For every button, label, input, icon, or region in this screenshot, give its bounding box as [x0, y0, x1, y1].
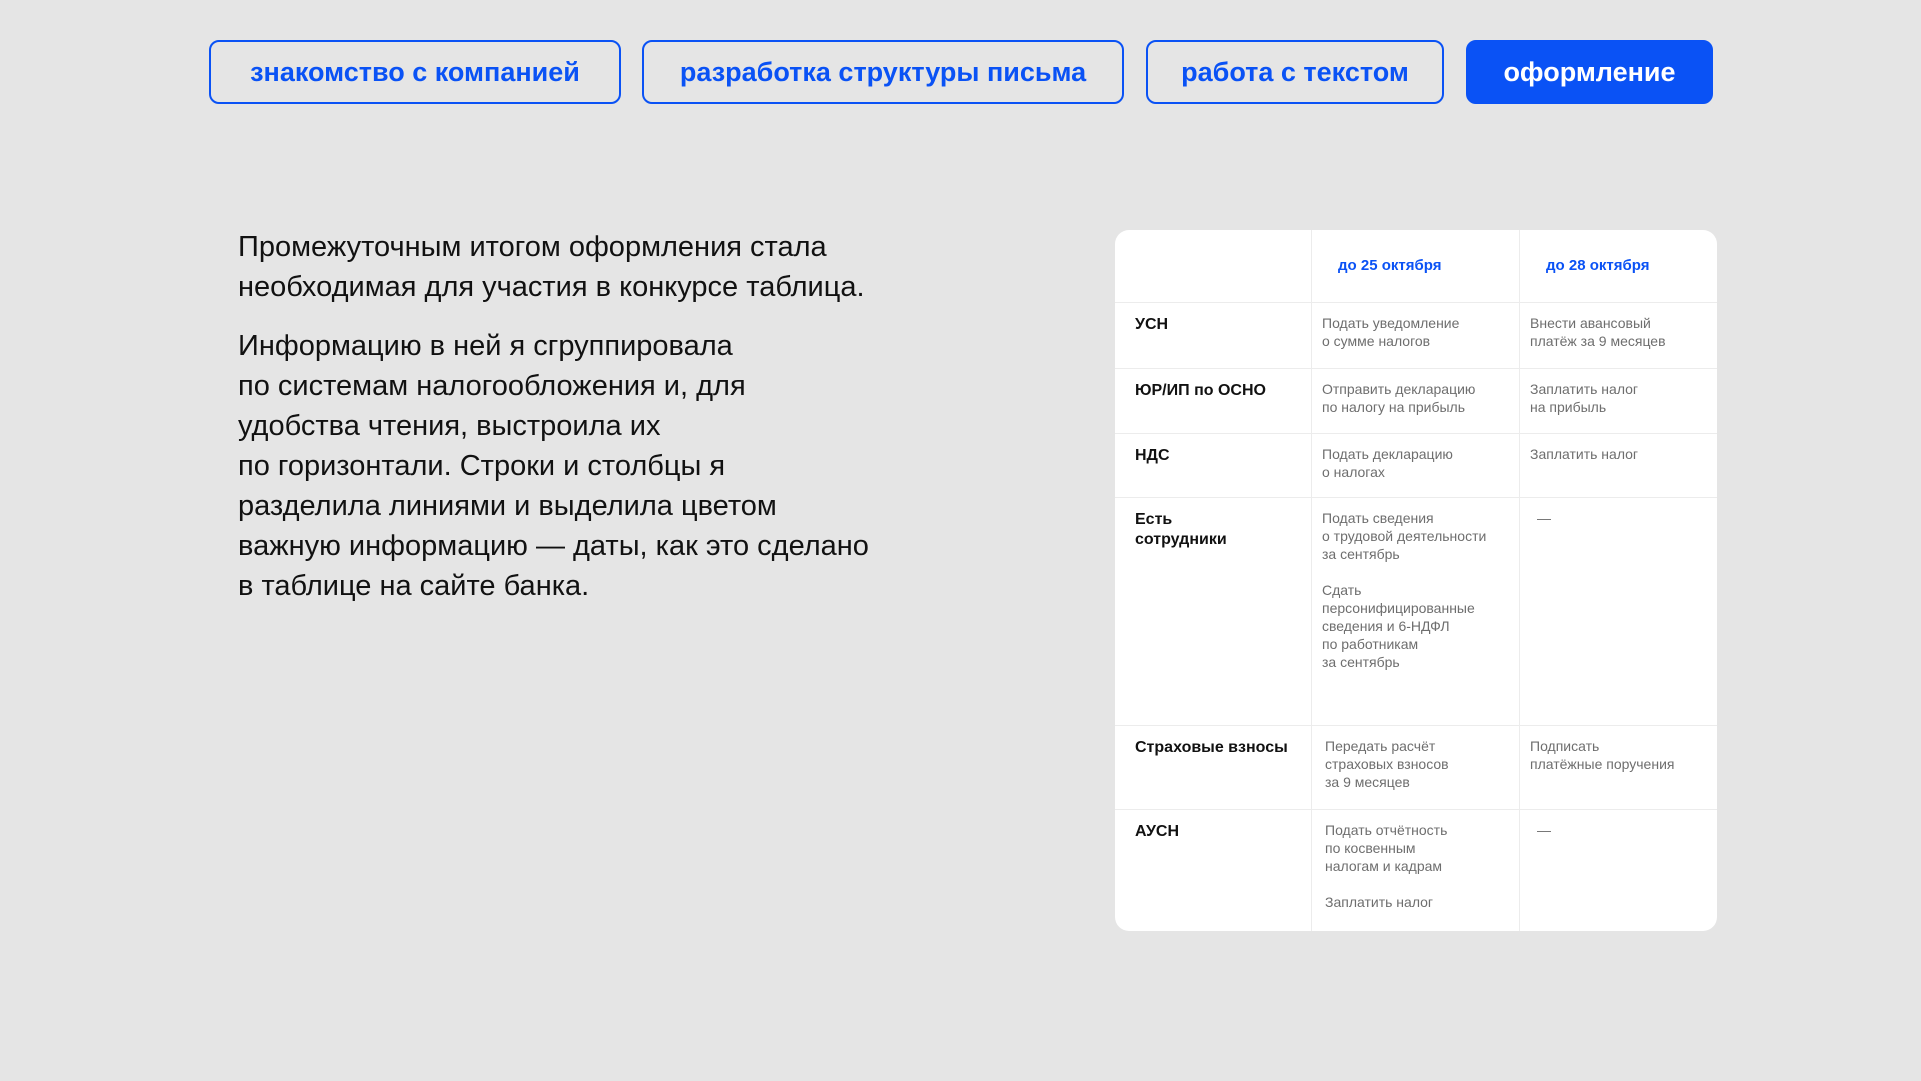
- cell-text: Подать уведомление: [1322, 315, 1460, 331]
- cell-text: персонифицированные: [1322, 600, 1475, 616]
- tab-company-intro[interactable]: знакомство с компанией: [209, 40, 621, 104]
- cell-spacer: [1322, 563, 1512, 581]
- table-row: [1115, 434, 1717, 498]
- tab-bar: [0, 40, 1921, 112]
- intro-line: разделила линиями и выделила цветом: [238, 490, 777, 522]
- row-label-text: АУСН: [1135, 823, 1180, 840]
- tab-text-work[interactable]: работа с текстом: [1146, 40, 1444, 104]
- table-row: [1115, 726, 1717, 810]
- table-cell: [1537, 509, 1717, 527]
- row-label-text: ЮР/ИП по ОСНО: [1135, 382, 1266, 399]
- intro-line: по системам налогообложения и, для: [238, 370, 746, 402]
- cell-text: Подать отчётность: [1325, 822, 1448, 838]
- cell-text: Подать сведения: [1322, 510, 1434, 526]
- empty-dash: —: [1537, 510, 1551, 526]
- table-row: [1115, 303, 1717, 369]
- cell-text: Отправить декларацию: [1322, 381, 1476, 397]
- intro-paragraph-1: [238, 227, 958, 307]
- table-cell: [1322, 509, 1512, 671]
- cell-spacer: [1325, 875, 1515, 893]
- row-label: [1135, 822, 1305, 842]
- cell-text: за сентябрь: [1322, 654, 1400, 670]
- cell-text: по косвенным: [1325, 840, 1416, 856]
- row-label-text: УСН: [1135, 316, 1169, 333]
- cell-text: о трудовой деятельности: [1322, 528, 1487, 544]
- cell-text: о сумме налогов: [1322, 333, 1431, 349]
- tax-deadlines-table: [1115, 230, 1717, 931]
- table-cell: [1537, 821, 1717, 839]
- table-cell: [1530, 737, 1710, 773]
- row-label-text: Есть: [1135, 511, 1173, 528]
- intro-paragraph-2: [238, 326, 958, 606]
- row-label: [1135, 381, 1305, 401]
- cell-text: за сентябрь: [1322, 546, 1400, 562]
- table-cell: [1325, 737, 1515, 791]
- table-row: [1115, 498, 1717, 726]
- table-cell: [1322, 314, 1512, 350]
- row-label-text: Страховые взносы: [1135, 739, 1288, 756]
- intro-line: Информацию в ней я сгруппировала: [238, 330, 733, 362]
- cell-text: платёжные поручения: [1530, 756, 1675, 772]
- cell-text: Внести авансовый: [1530, 315, 1651, 331]
- cell-text: Передать расчёт: [1325, 738, 1436, 754]
- table-cell: [1325, 821, 1515, 911]
- cell-text: Подать декларацию: [1322, 446, 1453, 462]
- empty-dash: —: [1537, 822, 1551, 838]
- row-label-text: НДС: [1135, 447, 1170, 464]
- table-cell: [1322, 445, 1512, 481]
- row-label: [1135, 446, 1305, 466]
- table-cell: [1530, 445, 1710, 463]
- tab-design[interactable]: оформление: [1466, 40, 1713, 104]
- cell-text: Заплатить налог: [1325, 894, 1434, 910]
- intro-line: важную информацию — даты, как это сделано: [238, 530, 869, 562]
- table-row: [1115, 810, 1717, 931]
- table-header: [1115, 230, 1717, 303]
- cell-text: Заплатить налог: [1530, 446, 1639, 462]
- cell-text: на прибыль: [1530, 399, 1607, 415]
- tab-letter-structure[interactable]: разработка структуры письма: [642, 40, 1124, 104]
- intro-text: [238, 227, 958, 625]
- table-cell: [1322, 380, 1512, 416]
- cell-text: Подписать: [1530, 738, 1600, 754]
- row-label-text: сотрудники: [1135, 531, 1227, 548]
- intro-line: удобства чтения, выстроила их: [238, 410, 661, 442]
- cell-text: о налогах: [1322, 464, 1385, 480]
- cell-text: платёж за 9 месяцев: [1530, 333, 1666, 349]
- header-deadline-oct-25: до 25 октября: [1338, 257, 1442, 274]
- intro-line: Промежуточным итогом оформления стала: [238, 231, 827, 263]
- cell-text: по работникам: [1322, 636, 1419, 652]
- row-label: [1135, 315, 1305, 335]
- cell-text: Сдать: [1322, 582, 1362, 598]
- cell-text: по налогу на прибыль: [1322, 399, 1466, 415]
- table-cell: [1530, 314, 1710, 350]
- intro-line: необходимая для участия в конкурсе таблица.: [238, 271, 865, 303]
- row-label: [1135, 738, 1305, 758]
- cell-text: налогам и кадрам: [1325, 858, 1443, 874]
- intro-line: по горизонтали. Строки и столбцы я: [238, 450, 726, 482]
- cell-text: сведения и 6-НДФЛ: [1322, 618, 1450, 634]
- cell-text: за 9 месяцев: [1325, 774, 1410, 790]
- cell-text: страховых взносов: [1325, 756, 1449, 772]
- header-deadline-oct-28: до 28 октября: [1546, 257, 1650, 274]
- table-cell: [1530, 380, 1710, 416]
- row-label: [1135, 510, 1305, 550]
- cell-text: Заплатить налог: [1530, 381, 1639, 397]
- table-row: [1115, 369, 1717, 434]
- intro-line: в таблице на сайте банка.: [238, 570, 590, 602]
